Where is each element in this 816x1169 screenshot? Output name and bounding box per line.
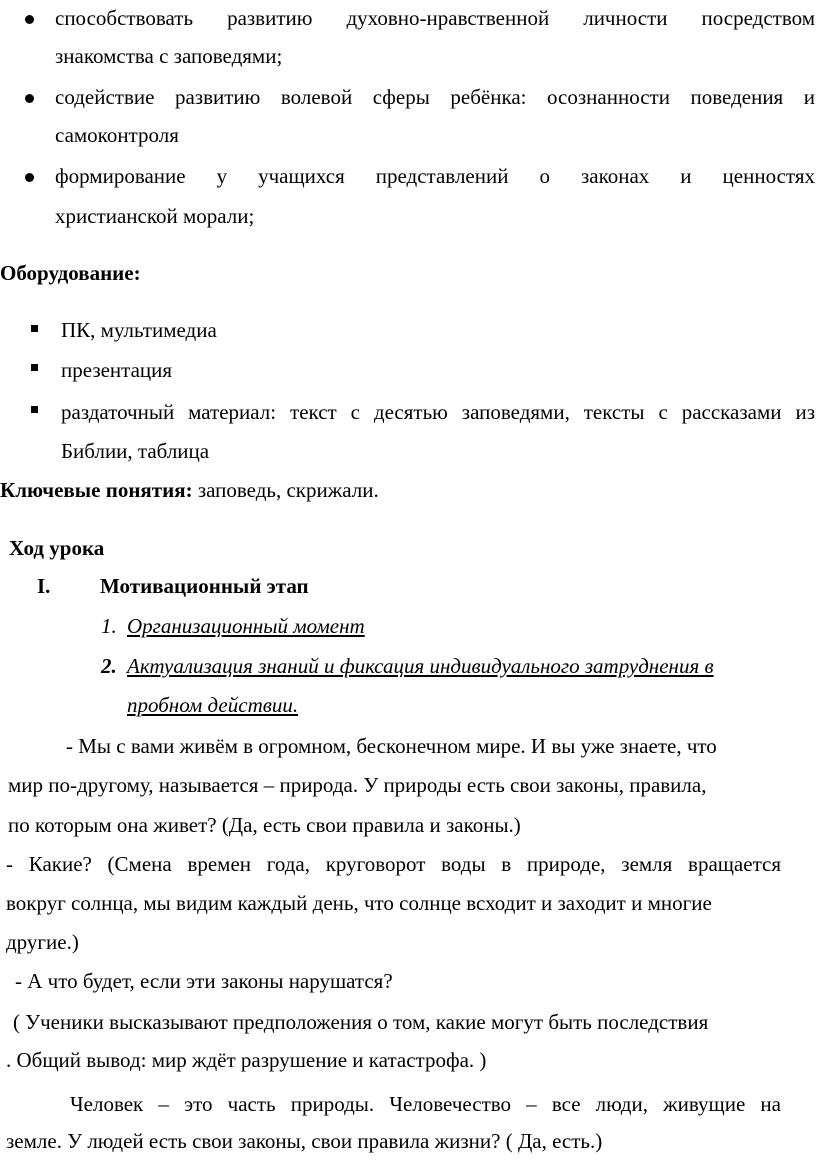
body-line: ( Ученики высказывают предположения о том, какие могут быть последствия — [13, 1010, 709, 1034]
body-line: мир по-другому, называется – природа. У природы есть свои законы, правила, — [8, 773, 707, 797]
equipment-item-3-line-1: раздаточный материал: текст с десятью заповедями, тексты с рассказами из — [61, 400, 815, 424]
equipment-item-1: ПК, мультимедиа — [61, 318, 217, 342]
substep-2-title-line-2: пробном действии. — [127, 693, 299, 717]
stage-number: I. — [37, 574, 51, 598]
goal-item-3-line-2: христианской морали; — [55, 204, 255, 228]
goal-item-1-line-1: способствовать развитию духовно-нравственной личности посредством — [55, 6, 815, 30]
body-line: . Общий вывод: мир ждёт разрушение и катастрофа. ) — [6, 1048, 487, 1072]
bullet-square-icon — [31, 406, 38, 413]
substep-2-title-line-1: Актуализация знаний и фиксация индивидуального затруднения в — [127, 654, 714, 678]
body-line: - Мы с вами живём в огромном, бесконечном мире. И вы уже знаете, что — [66, 734, 717, 758]
bullet-dot-icon — [25, 173, 34, 182]
goal-item-1-line-2: знакомства с заповедями; — [55, 44, 283, 68]
bullet-square-icon — [31, 325, 38, 332]
key-concepts-label: Ключевые понятия: — [0, 478, 193, 502]
body-line: вокруг солнца, мы видим каждый день, что солнце всходит и заходит и многие — [6, 891, 712, 915]
stage-title: Мотивационный этап — [100, 574, 309, 598]
body-line: по которым она живет? (Да, есть свои правила и законы.) — [8, 813, 521, 837]
equipment-item-2: презентация — [61, 358, 173, 382]
goal-item-2-line-1: содействие развитию волевой сферы ребёнка: осознанности поведения и — [55, 85, 815, 109]
body-line: - А что будет, если эти законы нарушатся? — [15, 969, 393, 993]
body-line: другие.) — [6, 930, 79, 954]
body-line: - Какие? (Смена времен года, круговорот воды в природе, земля вращается — [6, 852, 781, 876]
key-concepts — [0, 480, 379, 501]
substep-1-number: 1. — [101, 614, 117, 638]
substep-1-title: Организационный момент — [127, 614, 365, 638]
lesson-heading: Ход урока — [9, 536, 105, 560]
equipment-item-3-line-2: Библии, таблица — [61, 439, 210, 463]
key-concepts-text: заповедь, скрижали. — [192, 478, 379, 502]
substep-2-number: 2. — [101, 654, 117, 678]
equipment-heading: Оборудование: — [0, 261, 141, 285]
bullet-dot-icon — [25, 15, 34, 24]
body-line: земле. У людей есть свои законы, свои правила жизни? ( Да, есть.) — [6, 1129, 603, 1153]
goal-item-2-line-2: самоконтроля — [55, 123, 179, 147]
goal-item-3-line-1: формирование у учащихся представлений о законах и ценностях — [55, 164, 815, 188]
bullet-square-icon — [31, 364, 38, 371]
bullet-dot-icon — [25, 94, 34, 103]
body-line: Человек – это часть природы. Человечество – все люди, живущие на — [70, 1092, 781, 1116]
